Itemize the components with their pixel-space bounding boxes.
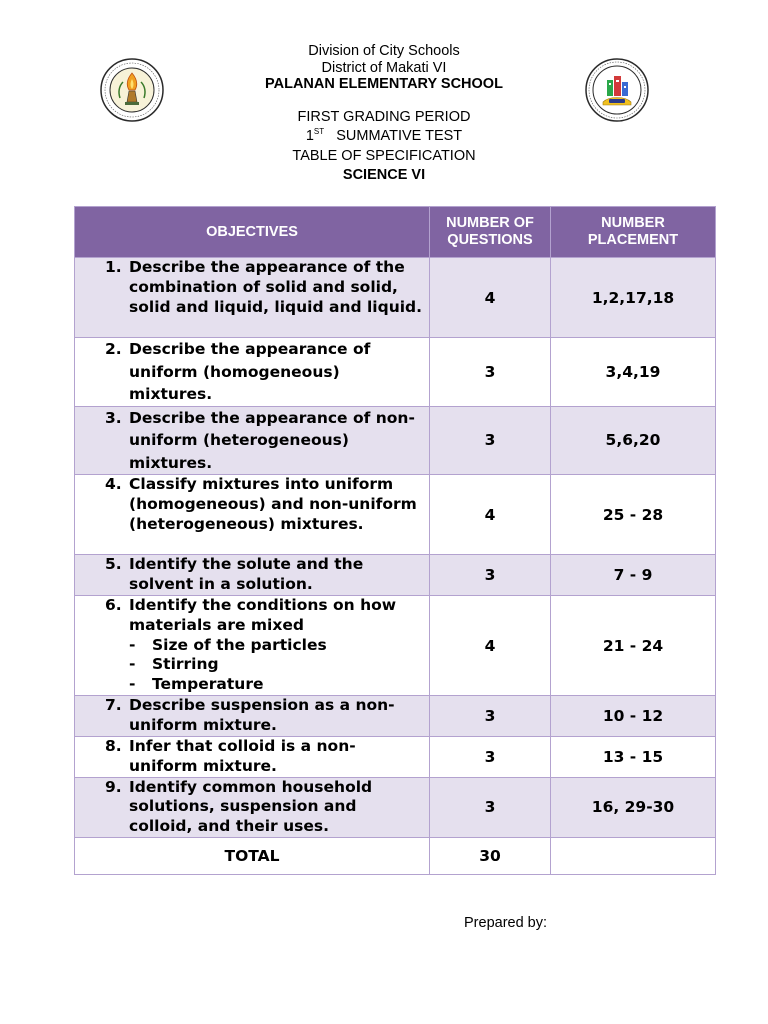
total-questions: 30 — [430, 837, 551, 874]
objective-cell: 8. Infer that colloid is a non-uniform mixture. — [75, 737, 430, 778]
school-seal-icon — [100, 58, 164, 122]
division-line: Division of City Schools — [308, 43, 460, 59]
table-row — [75, 338, 716, 407]
objective-cell: 9. Identify common household solutions, suspension and colloid, and their uses. — [75, 777, 430, 837]
objective-cell: 7. Describe suspension as a non-uniform mixture. — [75, 696, 430, 737]
subject-title: SCIENCE VI — [342, 167, 426, 183]
sub-item: - Size of the particles — [129, 635, 327, 654]
questions-cell: 4 — [430, 258, 551, 338]
placement-cell: 25 - 28 — [551, 475, 716, 555]
objective-cell: 5. Identify the solute and the solvent in a solution. — [75, 555, 430, 596]
placement-header: NUMBER PLACEMENT — [551, 207, 716, 258]
total-label: TOTAL — [75, 837, 430, 874]
placement-cell: 3,4,19 — [551, 338, 716, 407]
placement-cell: 5,6,20 — [551, 406, 716, 475]
placement-cell: 1,2,17,18 — [551, 258, 716, 338]
objectives-header: OBJECTIVES — [75, 207, 430, 258]
placement-cell: 10 - 12 — [551, 696, 716, 737]
objective-cell: 3. Describe the appearance of non-uniform (heterogeneous) mixtures. — [75, 406, 430, 475]
questions-cell: 3 — [430, 555, 551, 596]
table-header-row — [75, 207, 716, 258]
questions-header: NUMBER OF QUESTIONS — [430, 207, 551, 258]
questions-cell: 3 — [430, 696, 551, 737]
test-suffix: ST — [313, 127, 325, 136]
table-title: TABLE OF SPECIFICATION — [292, 147, 476, 164]
questions-cell: 4 — [430, 475, 551, 555]
objective-cell: 4. Classify mixtures into uniform (homogeneous) and non-uniform (heterogeneous) mixtures. — [75, 475, 430, 555]
table-row — [75, 555, 716, 596]
specification-table — [74, 206, 716, 875]
questions-cell: 3 — [430, 338, 551, 407]
table-row — [75, 696, 716, 737]
placement-cell: 7 - 9 — [551, 555, 716, 596]
table-row — [75, 777, 716, 837]
grading-period: FIRST GRADING PERIOD — [297, 108, 471, 125]
table-row — [75, 737, 716, 778]
questions-cell: 3 — [430, 406, 551, 475]
sub-item: - Temperature — [129, 675, 264, 694]
placement-cell: 21 - 24 — [551, 596, 716, 696]
total-row — [75, 837, 716, 874]
table-row — [75, 475, 716, 555]
school-name: PALANAN ELEMENTARY SCHOOL — [265, 76, 503, 92]
questions-cell: 4 — [430, 596, 551, 696]
placement-cell: 13 - 15 — [551, 737, 716, 778]
questions-cell: 3 — [430, 737, 551, 778]
district-line: District of Makati VI — [321, 59, 447, 76]
prepared-by-label: Prepared by: — [464, 915, 548, 931]
sub-item: - Stirring — [129, 655, 219, 674]
table-row — [75, 258, 716, 338]
deped-seal-icon — [585, 58, 649, 122]
total-placement — [551, 837, 716, 874]
table-row — [75, 406, 716, 475]
objective-cell: 6. Identify the conditions on how materials are mixed - Size of the particles - Stirring - Temperature — [75, 596, 430, 696]
questions-cell: 3 — [430, 777, 551, 837]
placement-cell: 16, 29-30 — [551, 777, 716, 837]
test-name: SUMMATIVE TEST — [336, 128, 463, 144]
test-title — [0, 127, 768, 147]
test-number: 1 — [305, 128, 314, 144]
objective-cell: 2. Describe the appearance of uniform (homogeneous) mixtures. — [75, 338, 430, 407]
objective-cell: 1. Describe the appearance of the combination of solid and solid, solid and liquid, liquid and liquid. — [75, 258, 430, 338]
table-row — [75, 596, 716, 696]
